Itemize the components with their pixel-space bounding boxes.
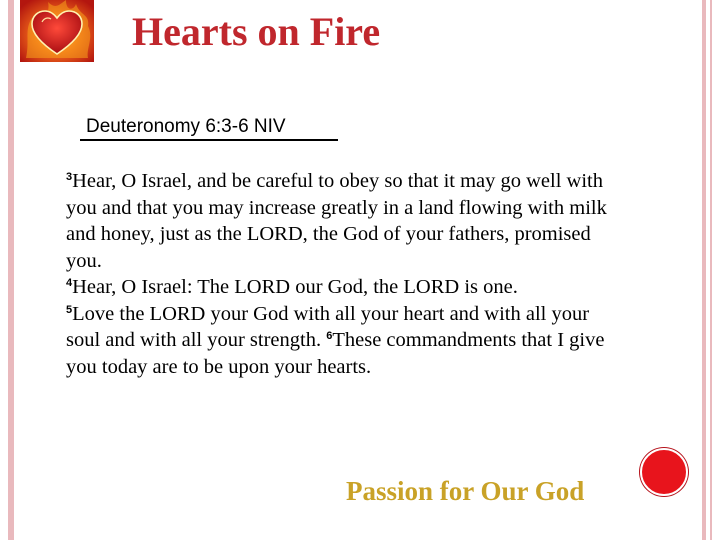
right-border-outer [702, 0, 706, 540]
reference-underline [80, 139, 338, 141]
right-border-inner [710, 0, 712, 540]
flaming-heart-icon [20, 0, 94, 62]
slide-title: Hearts on Fire [132, 9, 381, 54]
verse-text: Hear, O Israel, and be careful to obey so that it may go well with you and that you may increase greatly in a land flowing with milk and honey, just as the LORD, the God of your fathers, promised you. [66, 170, 607, 272]
verse-text: Love the LORD your God with all your heart and with all your soul and with all your strength. [66, 302, 590, 351]
footer-text: Passion for Our God [346, 476, 585, 506]
verse-number: 3 [66, 171, 73, 183]
left-border [8, 0, 14, 540]
red-circle-icon [640, 448, 688, 496]
verse-text: Hear, O Israel: The LORD our God, the LORD is one. [72, 276, 518, 298]
verse-number: 6 [326, 330, 333, 342]
verse-number: 5 [66, 303, 73, 316]
verse-text: These commandments that I give you today are to be upon your hearts. [66, 329, 605, 378]
scripture-reference: Deuteronomy 6:3-6 NIV [86, 116, 286, 137]
scripture-text [66, 168, 626, 380]
verse-number: 4 [66, 277, 73, 289]
